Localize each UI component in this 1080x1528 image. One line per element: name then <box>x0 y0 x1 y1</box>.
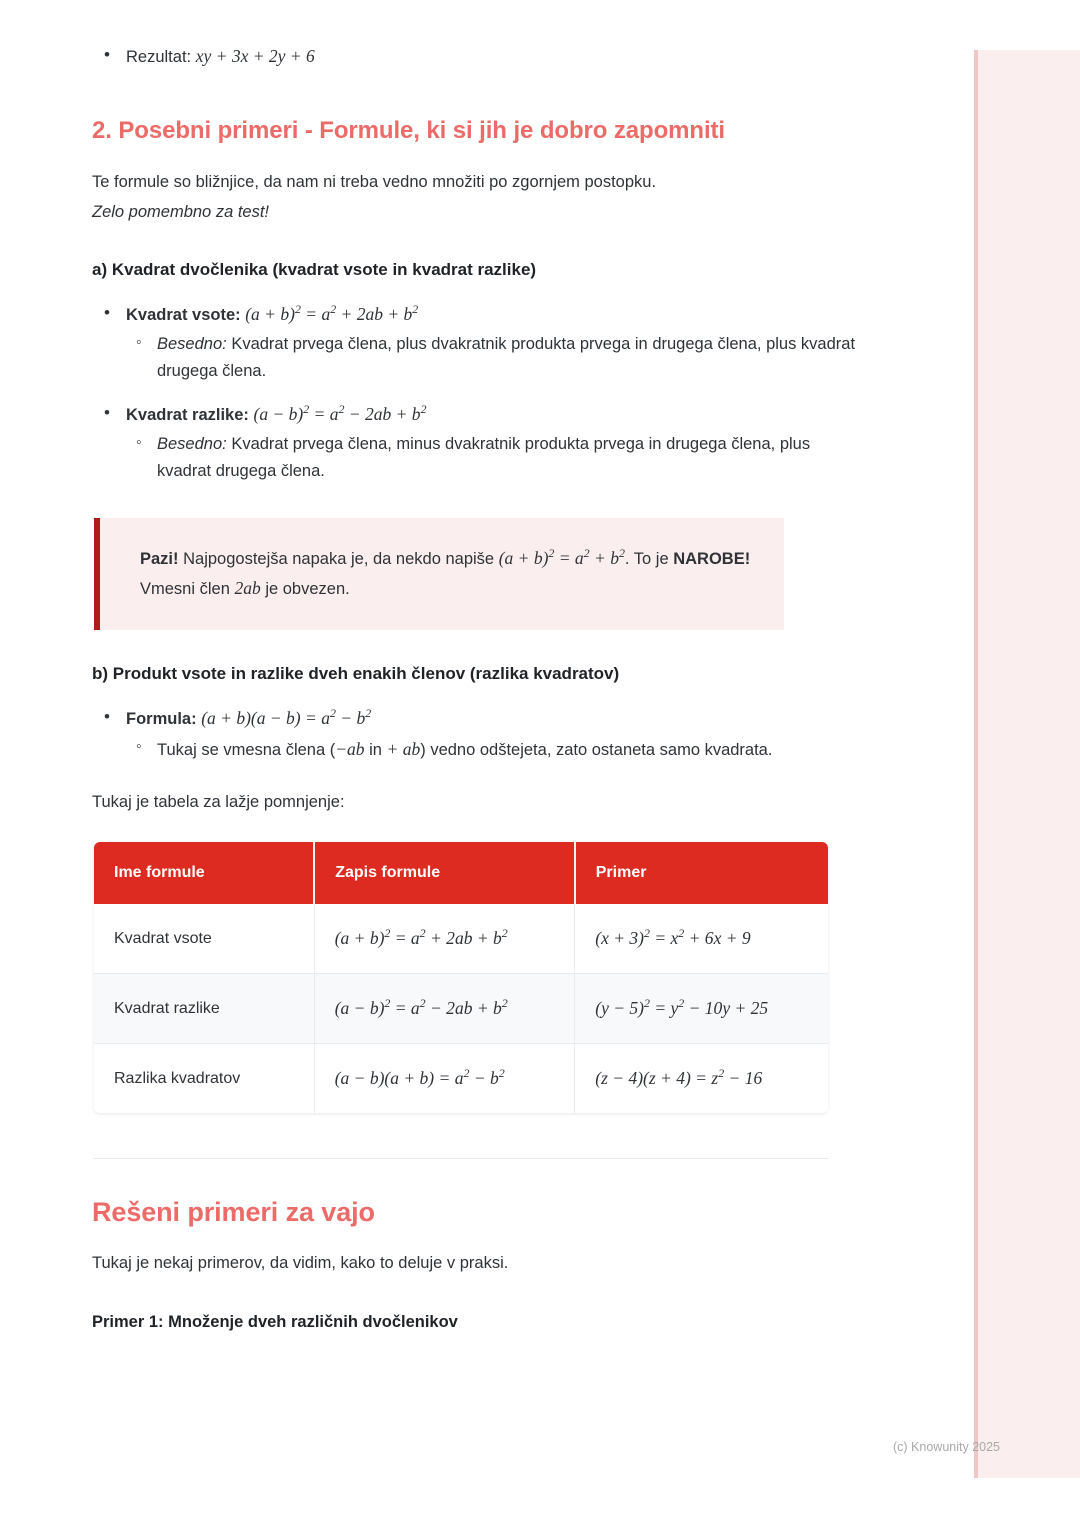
column-header-example: Primer <box>575 842 828 904</box>
note-term-plus-ab: + ab <box>386 738 421 759</box>
section-2-intro: Te formule so bližnjice, da nam ni treba vedno množiti po zgornjem postopku. <box>92 172 657 191</box>
result-label: Rezultat: <box>126 48 192 66</box>
formula-label: Formula: <box>126 709 197 728</box>
cell-formula-name: Kvadrat vsote <box>94 904 314 974</box>
note-part2: in <box>364 740 387 759</box>
formula-expression: $(a - b)^2 = a^2 - 2ab + b^2$ <box>253 402 427 425</box>
list-item <box>126 331 857 384</box>
formula-note-list <box>126 431 940 484</box>
cell-formula-name: Razlika kvadratov <box>94 1044 314 1114</box>
table-row <box>94 904 828 974</box>
note-label: Besedno: <box>157 435 227 454</box>
callout-part3: Vmesni člen <box>140 580 230 599</box>
cell-formula-notation: $(a + b)^2 = a^2 + 2ab + b^2$ <box>314 904 575 974</box>
callout-text <box>140 544 756 603</box>
table-intro: Tukaj je tabela za lažje pomnjenje: <box>92 793 345 812</box>
column-header-notation: Zapis formule <box>314 842 575 904</box>
formula-note-list <box>126 735 940 764</box>
cell-formula-name: Kvadrat razlike <box>94 974 314 1044</box>
section-3-heading: Rešeni primeri za vajo <box>92 1197 375 1228</box>
section-2-intro-emphasis: Zelo pomembno za test! <box>92 203 270 222</box>
list-item <box>92 300 940 384</box>
cell-formula-example: $(x + 3)^2 = x^2 + 6x + 9$ <box>575 904 828 974</box>
callout-part2: . To je <box>624 550 669 569</box>
table-header-row <box>94 842 828 904</box>
callout-wrong-formula: $(a + b)^2 = a^2 + b^2$ <box>498 546 625 569</box>
list-item <box>92 704 940 763</box>
formula-label: Kvadrat razlike: <box>126 406 249 425</box>
table-row <box>94 974 828 1044</box>
callout-emphasis: NAROBE! <box>673 550 751 569</box>
callout-part4: je obvezen. <box>265 580 350 599</box>
subsection-b-list <box>92 704 940 763</box>
note-text: Kvadrat prvega člena, minus dvakratnik produkta prvega in drugega člena, plus kvadrat drugega člena. <box>157 435 811 480</box>
note-term-minus-ab: −ab <box>335 738 365 759</box>
list-item <box>126 735 857 764</box>
table-row <box>94 1044 828 1114</box>
section-divider <box>94 1158 828 1159</box>
top-result-list <box>92 42 940 71</box>
list-item <box>92 42 940 71</box>
formula-note-list <box>126 331 940 384</box>
list-item <box>92 400 940 484</box>
formula-expression: $(a + b)^2 = a^2 + 2ab + b^2$ <box>245 302 419 325</box>
note-part1: Tukaj se vmesna člena ( <box>157 740 336 759</box>
formula-table <box>94 842 828 1113</box>
cell-formula-example: $(z - 4)(z + 4) = z^2 - 16$ <box>595 1066 763 1089</box>
callout-lead: Pazi! <box>140 550 179 569</box>
callout-middle-term: 2ab <box>234 578 261 599</box>
formula-table-wrapper <box>94 842 828 1113</box>
warning-callout <box>94 518 784 629</box>
section-3-intro: Tukaj je nekaj primerov, da vidim, kako to deluje v praksi. <box>92 1254 509 1273</box>
subsection-a-heading: a) Kvadrat dvočlenika (kvadrat vsote in kvadrat razlike) <box>92 260 537 280</box>
cell-formula-notation: $(a - b)^2 = a^2 - 2ab + b^2$ <box>314 974 575 1044</box>
cell-formula-notation: $(a - b)(a + b) = a^2 - b^2$ <box>314 1044 575 1114</box>
note-label: Besedno: <box>157 334 227 353</box>
section-2-heading: 2. Posebni primeri - Formule, ki si jih je dobro zapomniti <box>92 116 725 144</box>
right-edge-decorative-strip <box>974 50 1080 1478</box>
note-part3: ) vedno odštejeta, zato ostaneta samo kvadrata. <box>420 740 773 759</box>
result-formula: xy + 3x + 2y + 6 <box>195 46 315 66</box>
subsection-b-heading: b) Produkt vsote in razlike dveh enakih členov (razlika kvadratov) <box>92 663 620 683</box>
cell-formula-example: $(y - 5)^2 = y^2 - 10y + 25$ <box>575 974 828 1044</box>
formula-label: Kvadrat vsote: <box>126 306 241 325</box>
subsection-a-list <box>92 300 940 484</box>
callout-part1: Najpogostejša napaka je, da nekdo napiše <box>183 550 495 569</box>
list-item <box>126 431 857 484</box>
example-1-title: Primer 1: Množenje dveh različnih dvočlenikov <box>92 1312 458 1331</box>
note-text: Kvadrat prvega člena, plus dvakratnik produkta prvega in drugega člena, plus kvadrat drugega člena. <box>157 334 856 380</box>
copyright-watermark: (c) Knowunity 2025 <box>893 1440 1001 1454</box>
formula-expression: $(a + b)(a - b) = a^2 - b^2$ <box>201 706 372 728</box>
column-header-name: Ime formule <box>94 842 314 904</box>
